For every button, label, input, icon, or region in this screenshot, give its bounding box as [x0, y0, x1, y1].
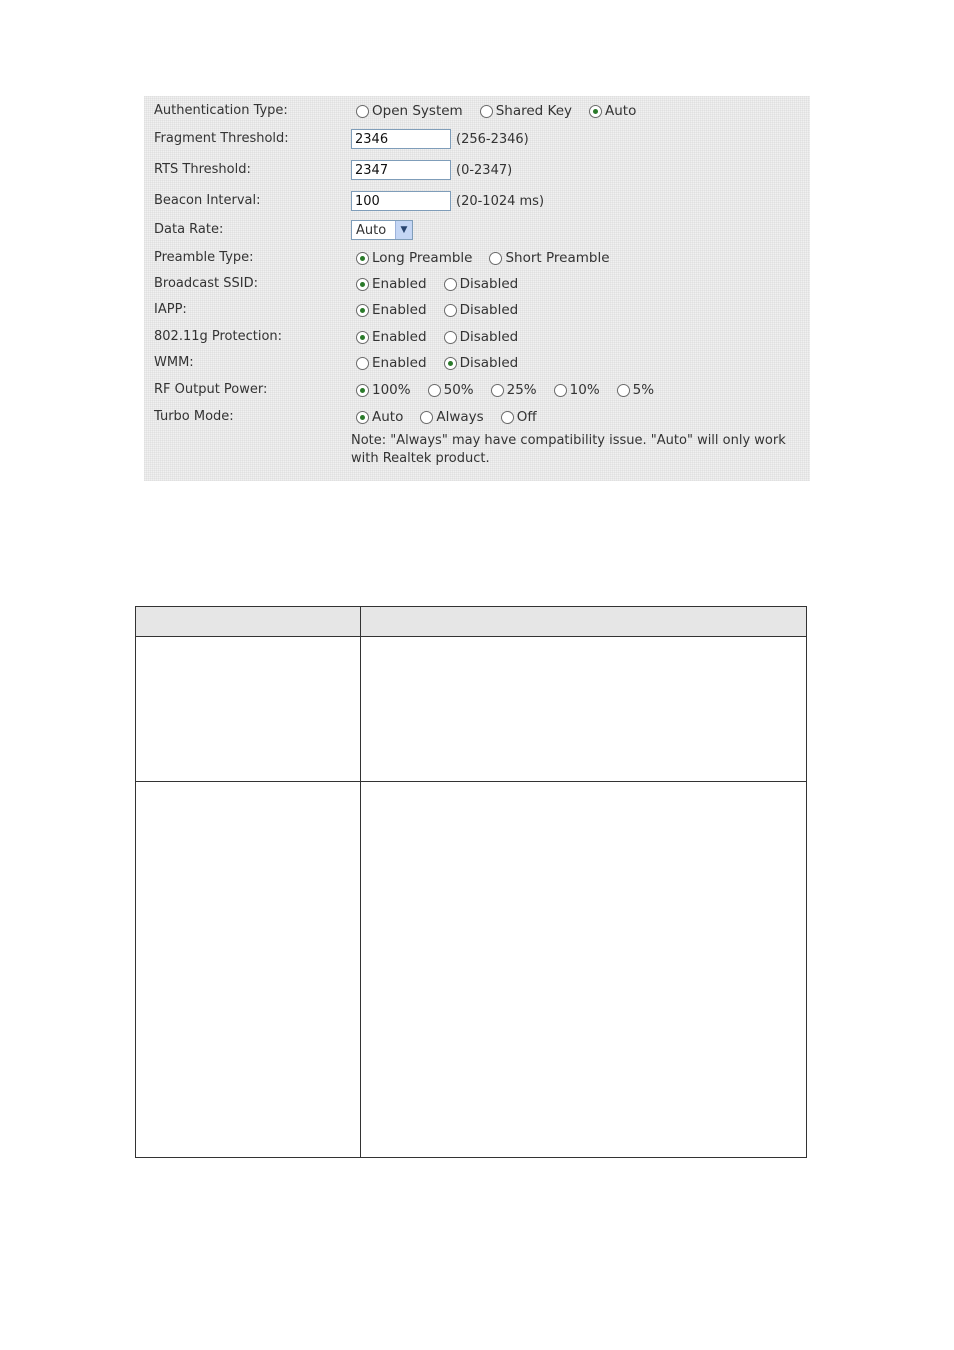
radio-selected-icon [356, 278, 369, 291]
radio-selected-icon [589, 105, 602, 118]
beacon-interval-row [144, 189, 810, 213]
protection-enabled-radio[interactable]: Enabled [356, 329, 427, 345]
rf-power-25-radio[interactable]: 25% [491, 382, 537, 398]
fragment-threshold-row [144, 127, 810, 151]
radio-selected-icon [356, 331, 369, 344]
radio-icon [356, 105, 369, 118]
rts-threshold-row [144, 158, 810, 182]
protection-disabled-radio[interactable]: Disabled [444, 329, 519, 345]
auth-type-label: Authentication Type: [154, 103, 288, 118]
wmm-label: WMM: [154, 355, 194, 370]
fragment-threshold-label: Fragment Threshold: [154, 131, 289, 146]
radio-selected-icon [356, 411, 369, 424]
broadcast-ssid-row [144, 272, 810, 296]
rf-output-power-row [144, 378, 810, 402]
auth-open-system-radio[interactable]: Open System [356, 103, 463, 119]
rf-power-50-radio[interactable]: 50% [428, 382, 474, 398]
data-rate-value: Auto [356, 222, 387, 238]
ssid-enabled-radio[interactable]: Enabled [356, 276, 427, 292]
preamble-long-radio[interactable]: Long Preamble [356, 250, 472, 266]
turbo-off-radio[interactable]: Off [501, 409, 537, 425]
beacon-interval-input[interactable]: 100 [351, 191, 451, 211]
data-rate-row [144, 218, 810, 242]
preamble-type-row [144, 246, 810, 270]
radio-icon [617, 384, 630, 397]
radio-icon [444, 331, 457, 344]
rf-power-100-radio[interactable]: 100% [356, 382, 411, 398]
radio-icon [428, 384, 441, 397]
protection-label: 802.11g Protection: [154, 329, 283, 344]
radio-icon [491, 384, 504, 397]
beacon-interval-label: Beacon Interval: [154, 193, 261, 208]
radio-icon [444, 278, 457, 291]
beacon-interval-hint: (20-1024 ms) [456, 193, 545, 209]
turbo-mode-label: Turbo Mode: [154, 409, 234, 424]
data-rate-select[interactable] [351, 220, 413, 240]
rts-threshold-label: RTS Threshold: [154, 162, 251, 177]
table-cell [135, 636, 361, 782]
rf-power-5-radio[interactable]: 5% [617, 382, 654, 398]
wmm-row [144, 351, 810, 375]
wmm-disabled-radio[interactable]: Disabled [444, 355, 519, 371]
table-cell [135, 781, 361, 1158]
turbo-always-radio[interactable]: Always [420, 409, 483, 425]
radio-icon [444, 304, 457, 317]
auth-type-row [144, 99, 810, 123]
table-cell [360, 781, 807, 1158]
chevron-down-icon[interactable]: ▼ [395, 221, 412, 239]
rf-output-power-label: RF Output Power: [154, 382, 268, 397]
fragment-threshold-input[interactable]: 2346 [351, 129, 451, 149]
radio-selected-icon [356, 304, 369, 317]
wmm-enabled-radio[interactable]: Enabled [356, 355, 427, 371]
auth-auto-radio[interactable]: Auto [589, 103, 636, 119]
radio-icon [501, 411, 514, 424]
table-header-cell [135, 606, 361, 637]
data-rate-label: Data Rate: [154, 222, 224, 237]
iapp-label: IAPP: [154, 302, 187, 317]
radio-icon [480, 105, 493, 118]
preamble-short-radio[interactable]: Short Preamble [489, 250, 609, 266]
auth-shared-key-radio[interactable]: Shared Key [480, 103, 572, 119]
description-table [135, 606, 807, 1158]
broadcast-ssid-label: Broadcast SSID: [154, 276, 258, 291]
radio-selected-icon [356, 384, 369, 397]
iapp-row [144, 298, 810, 322]
turbo-mode-note: Note: "Always" may have compatibility issue. "Auto" will only work with Realtek product. [351, 433, 786, 466]
ssid-disabled-radio[interactable]: Disabled [444, 276, 519, 292]
turbo-mode-row [144, 405, 810, 429]
iapp-enabled-radio[interactable]: Enabled [356, 302, 427, 318]
advanced-settings-panel [144, 96, 810, 481]
radio-selected-icon [444, 357, 457, 370]
radio-icon [420, 411, 433, 424]
fragment-threshold-hint: (256-2346) [456, 131, 529, 147]
table-header-cell [360, 606, 807, 637]
radio-icon [489, 252, 502, 265]
rts-threshold-input[interactable]: 2347 [351, 160, 451, 180]
rf-power-10-radio[interactable]: 10% [554, 382, 600, 398]
radio-icon [554, 384, 567, 397]
radio-selected-icon [356, 252, 369, 265]
preamble-type-label: Preamble Type: [154, 250, 254, 265]
radio-icon [356, 357, 369, 370]
turbo-auto-radio[interactable]: Auto [356, 409, 403, 425]
rts-threshold-hint: (0-2347) [456, 162, 513, 178]
protection-row [144, 325, 810, 349]
table-cell [360, 636, 807, 782]
iapp-disabled-radio[interactable]: Disabled [444, 302, 519, 318]
